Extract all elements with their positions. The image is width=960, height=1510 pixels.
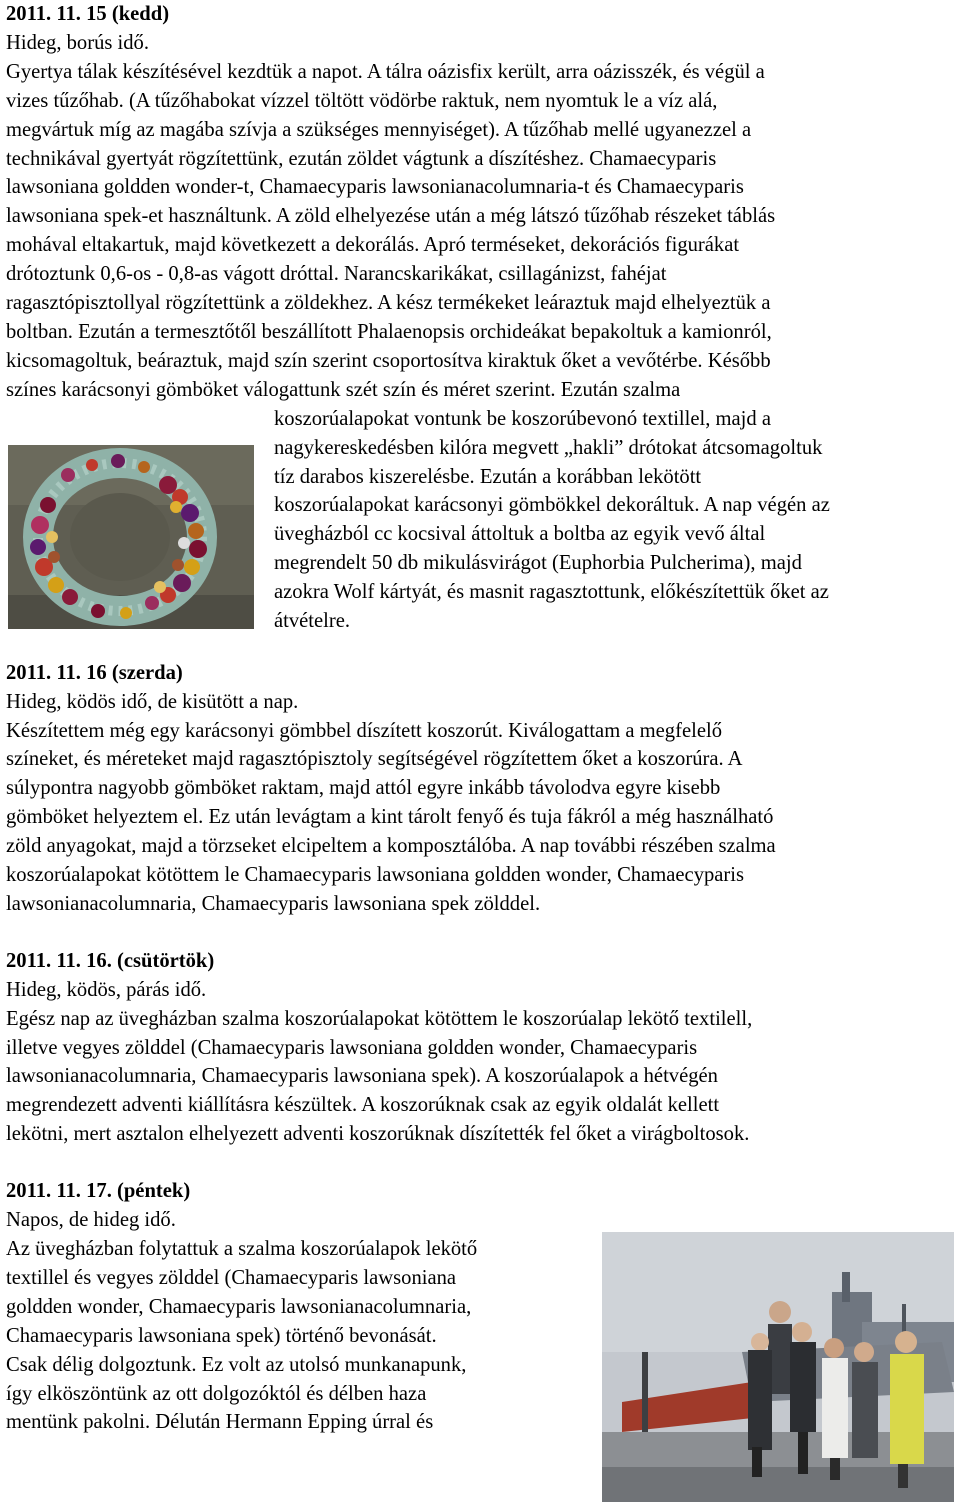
entry-date: 2011. 11. 15 (kedd) (6, 3, 170, 25)
body-line: lawsonianacolumnaria, Chamaecyparis lawsoniana spek zölddel. (6, 892, 541, 915)
body-line: lawsoniana spek-et használtunk. A zöld elhelyezése után a még látszó tűzőhab részeket táblás (6, 205, 776, 228)
entry-date: 2011. 11. 16. (csütörtök) (6, 949, 215, 972)
entry-weather: Hideg, borús idő. (6, 31, 149, 54)
body-line: illetve vegyes zölddel (Chamaecyparis lawsoniana goldden wonder, Chamaecyparis (6, 1036, 698, 1059)
body-line: koszorúalapokat kötöttem le Chamaecyparis lawsoniana goldden wonder, Chamaecyparis (6, 864, 745, 887)
body-line: mentünk pakolni. Délután Hermann Epping úrral és (6, 1411, 434, 1434)
body-line: kicsomagoltuk, beáraztuk, majd szín szerint csoportosítva kiraktuk őket a vevőtérbe. Később (6, 349, 771, 372)
body-line: goldden wonder, Chamaecyparis lawsonianacolumnaria, (6, 1295, 472, 1318)
entry-body (6, 58, 954, 405)
body-line: Csak délig dolgoztunk. Ez volt az utolsó munkanapunk, (6, 1353, 467, 1376)
body-line: gömböket helyeztem el. Ez után levágtam a kint tárolt fenyő és tuja fákról a még használható (6, 806, 774, 829)
body-line: lawsonianacolumnaria, Chamaecyparis lawsoniana spek). A koszorúalapok a hétvégén (6, 1065, 718, 1088)
body-line: azokra Wolf kártyát, és masnit ragasztottunk, előkészítettük őket az (274, 581, 829, 604)
body-line: Chamaecyparis lawsoniana spek) történő bevonását. (6, 1324, 437, 1347)
entry-weather: Hideg, ködös, párás idő. (6, 978, 207, 1001)
diary-entry-nov-16-wed (6, 659, 954, 919)
body-line: Gyertya tálak készítésével kezdtük a napot. A tálra oázisfix került, arra oázisszék, és végül a (6, 60, 765, 83)
body-line: koszorúalapokat karácsonyi gömbökkel dekoráltuk. A nap végén az (274, 494, 830, 517)
body-line: Egész nap az üvegházban szalma koszorúalapokat kötöttem le koszorúalap lekötő textilell, (6, 1007, 753, 1030)
body-line: technikával gyertyát rögzítettünk, ezután zöldet vágtunk a díszítéshez. Chamaecyparis (6, 147, 717, 170)
wreath-photo (8, 445, 254, 629)
body-line: üvegházból cc kocsival áttoltuk a boltba az egyik vevő által (274, 523, 766, 546)
body-line: színes karácsonyi gömböket válogattunk szét szín és méret szerint. Ezután szalma (6, 378, 681, 401)
body-line: tíz darabos kiszerelésbe. Ezután a korábban lekötött (274, 465, 702, 488)
body-line: átvételre. (274, 610, 351, 633)
body-line: színeket, és méreteket majd ragasztópisztoly segítségével rögzítettem őket a koszorúra. A (6, 748, 743, 771)
body-line: zöld anyagokat, majd a törzseket elcipeltem a komposztálóba. A nap további részében szalma (6, 835, 776, 858)
group-photo (602, 1232, 954, 1502)
entry-weather: Napos, de hideg idő. (6, 1209, 176, 1232)
body-line: megrendezett adventi kiállításra készültek. A koszorúknak csak az egyik oldalát kellett (6, 1094, 720, 1117)
diary-entry-nov-16-thu (6, 947, 954, 1149)
document-page (6, 0, 954, 1510)
diary-entry-nov-17 (6, 1177, 954, 1437)
body-line: vizes tűzőhab. (A tűzőhabokat vízzel töltött vödörbe raktuk, nem nyomtuk le a víz alá, (6, 89, 718, 112)
entry-date: 2011. 11. 17. (péntek) (6, 1180, 191, 1203)
body-line: súlypontra nagyobb gömböket raktam, majd attól egyre inkább távolodva egyre kisebb (6, 777, 721, 800)
body-line: drótoztunk 0,6-os - 0,8-as vágott dróttal. Narancskarikákat, csillagánizst, fahéjat (6, 263, 667, 286)
body-line: boltban. Ezután a termesztőtől beszállított Phalaenopsis orchideákat bepakoltuk a kamionról, (6, 320, 772, 343)
body-line: Az üvegházban folytattuk a szalma koszorúalapok lekötő (6, 1238, 478, 1260)
entry-weather: Hideg, ködös idő, de kisütött a nap. (6, 690, 299, 713)
body-line: megrendelt 50 db mikulásvirágot (Euphorbia Pulcherima), majd (274, 552, 802, 575)
body-line: így elköszöntünk az ott dolgozóktól és délben haza (6, 1382, 427, 1405)
body-line: megvártuk míg az magába szívja a szükséges mennyiséget). A tűzőhab mellé ugyanezzel a (6, 118, 752, 141)
body-line: ragasztópisztollyal rögzítettünk a zöldekhez. A kész termékeket leáraztuk majd elhelyeztük a (6, 292, 771, 315)
body-line: lawsoniana goldden wonder-t, Chamaecyparis lawsonianacolumnaria-t és Chamaecyparis (6, 176, 744, 199)
body-line: Készítettem még egy karácsonyi gömbbel díszített koszorút. Kiválogattam a megfelelő (6, 719, 722, 742)
body-line: nagykereskedésben kilóra megvett „hakli” drótokat átcsomagoltuk (274, 436, 823, 459)
entry-date: 2011. 11. 16 (szerda) (6, 661, 183, 684)
diary-entry-nov-15 (6, 0, 954, 637)
body-line: koszorúalapokat vontunk be koszorúbevonó textillel, majd a (274, 407, 771, 430)
body-line: textillel és vegyes zölddel (Chamaecyparis lawsoniana (6, 1266, 457, 1289)
wrap-text (274, 405, 954, 636)
body-line: lekötni, mert asztalon elhelyezett adventi koszorúknak díszítették fel őket a virágboltosok. (6, 1123, 750, 1146)
body-line: mohával eltakartuk, majd következett a dekorálás. Apró terméseket, dekorációs figurákat (6, 234, 740, 257)
